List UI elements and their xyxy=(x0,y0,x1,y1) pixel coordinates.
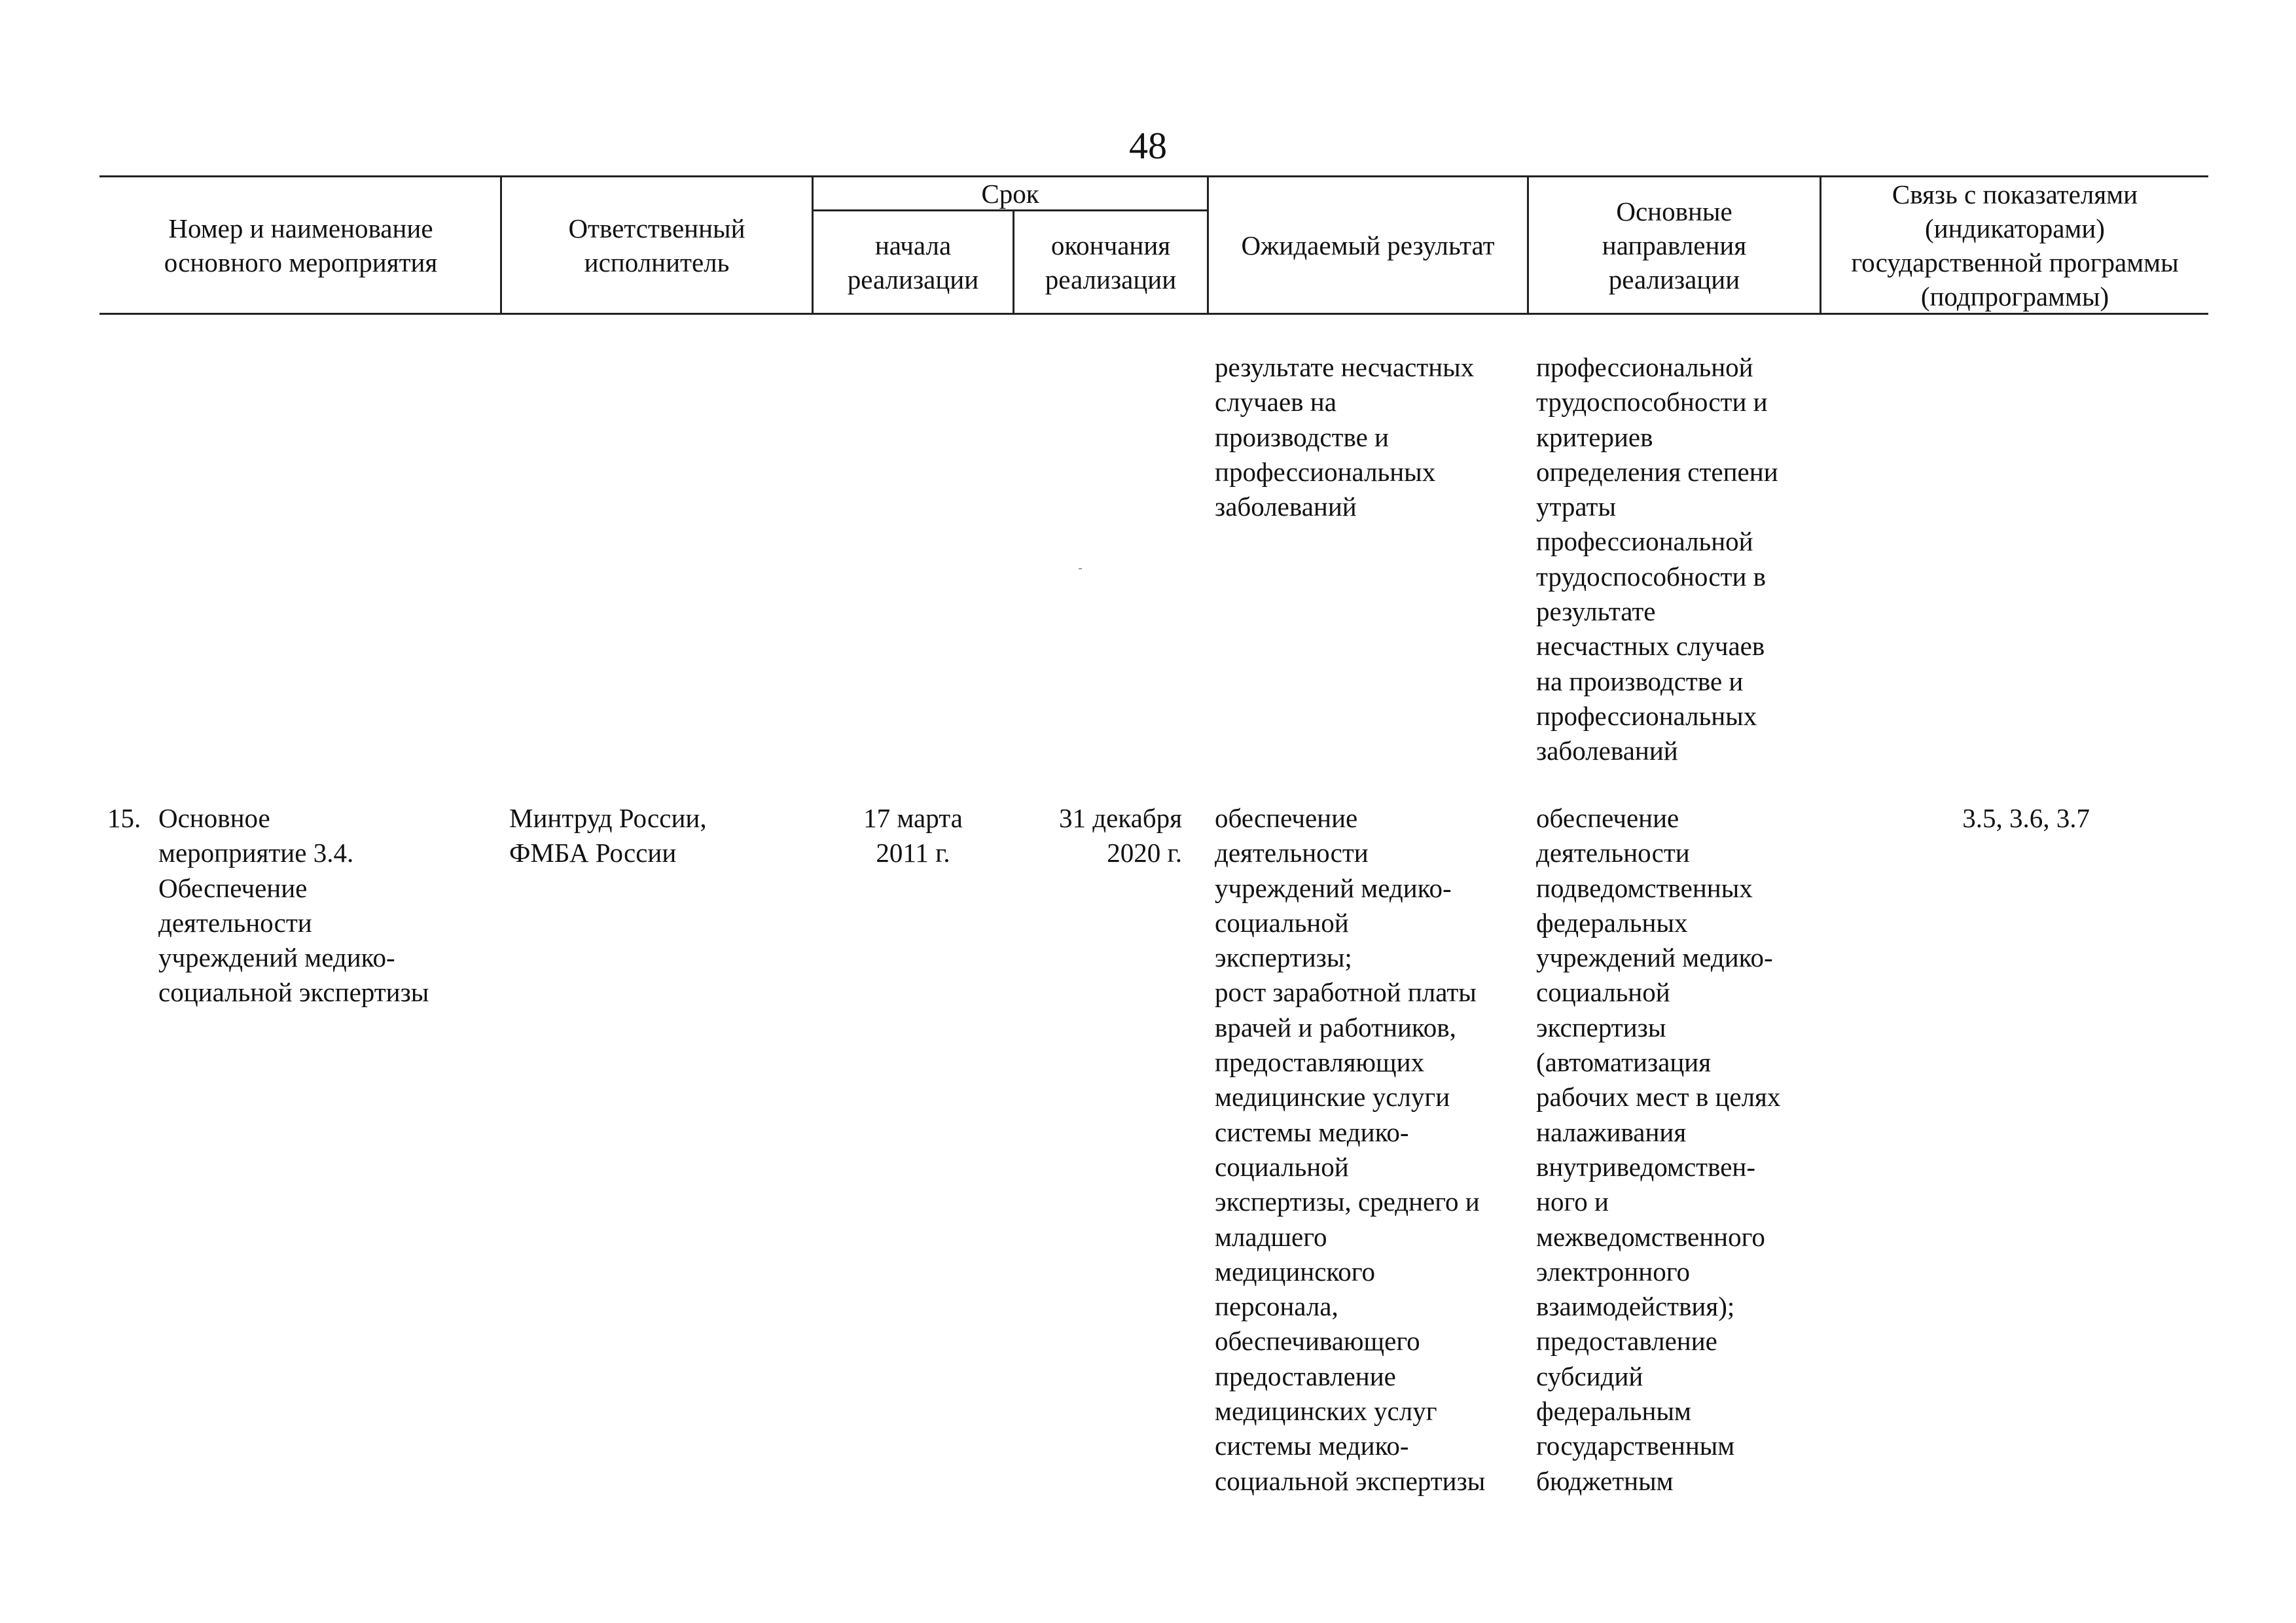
row-15-start-cell: 17 марта 2011 г. xyxy=(863,803,963,868)
header-result-text: Ожидаемый результат xyxy=(1241,230,1495,260)
header-term-start xyxy=(814,211,1013,313)
header-term xyxy=(814,177,1207,209)
scan-speck xyxy=(1079,568,1082,569)
continuation-result-cell: результате несчастных случаев на производстве и профессиональных заболеваний xyxy=(1215,352,1475,522)
header-term-start-text: начала реализации xyxy=(847,230,979,294)
row-15-directions-cell: обеспечение деятельности подведомственных федеральных учреждений медико- социальной экспертизы (автоматизация рабочих мест в целях налаживания внутриведомствен- ного и межведомственного электронного взаимодействия); предоставление субсидий федеральным государственным бюджетным xyxy=(1536,803,1781,1496)
row-15-end-cell: 31 декабря 2020 г. xyxy=(1058,803,1182,868)
header-term-end-text: окончания реализации xyxy=(1045,230,1177,294)
header-executor xyxy=(502,177,812,313)
header-indicators xyxy=(1821,177,2208,313)
header-directions xyxy=(1529,177,1820,313)
header-term-end xyxy=(1014,211,1207,313)
header-indicators-text: Связь с показателями (индикаторами) государственной программы (подпрограммы) xyxy=(1851,179,2179,312)
continuation-directions-cell: профессиональной трудоспособности и критериев определения степени утраты профессиональной трудоспособности в результате несчастных случаев на производстве и профессиональных заболеваний xyxy=(1536,352,1778,766)
header-directions-text: Основные направления реализации xyxy=(1602,196,1747,294)
header-executor-text: Ответственный исполнитель xyxy=(568,213,745,277)
row-15-indicators-cell: 3.5, 3.6, 3.7 xyxy=(1962,803,2090,833)
header-name-text: Номер и наименование основного мероприятия xyxy=(164,213,438,277)
row-15-name-cell: Основное мероприятие 3.4. Обеспечение деятельности учреждений медико- социальной экспертизы xyxy=(158,803,429,1008)
header-term-text: Срок xyxy=(981,178,1039,209)
row-15-executor-cell: Минтруд России, ФМБА России xyxy=(509,803,707,868)
row-15-number: 15. xyxy=(107,803,141,833)
page-number: 48 xyxy=(1129,124,1167,167)
row-15-result-cell: обеспечение деятельности учреждений медико- социальной экспертизы; рост заработной платы врачей и работников, предоставляющих медицинские услуги системы медико- социальной экспертизы, среднего и младшего медицинского персонала, обеспечивающего предоставление медицинских услуг системы медико- социальной экспертизы xyxy=(1215,803,1486,1496)
header-name xyxy=(101,177,500,313)
header-result xyxy=(1209,177,1527,313)
